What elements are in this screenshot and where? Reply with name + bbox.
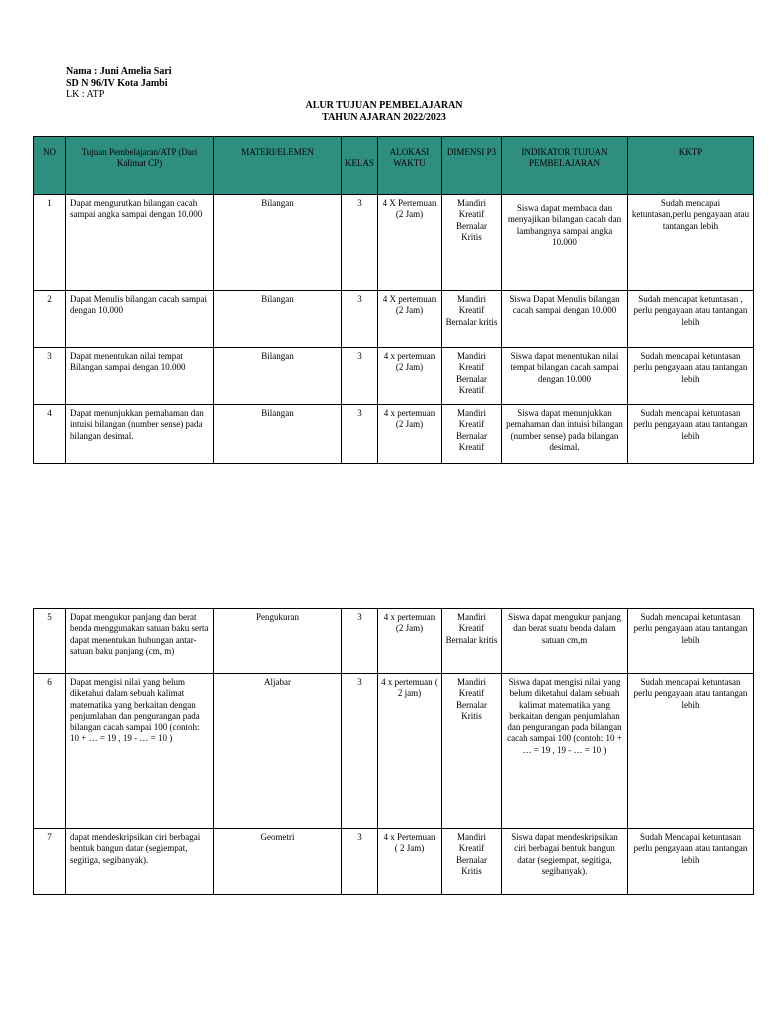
cell-materi: Aljabar bbox=[214, 674, 342, 829]
cell-tujuan: Dapat menentukan nilai tempat Bilangan sampai dengan 10.000 bbox=[66, 348, 214, 405]
student-name: Nama : Juni Amelia Sari bbox=[66, 66, 172, 77]
cell-materi: Bilangan bbox=[214, 291, 342, 348]
cell-indikator: Siswa dapat mengukur panjang dan berat suatu benda dalam satuan cm,m bbox=[502, 609, 628, 674]
cell-kktp: Sudah mencapai ketuntasan perlu pengayaan atau tantangan lebih bbox=[628, 348, 754, 405]
cell-alokasi: 4 x Pertemuan ( 2 Jam) bbox=[378, 829, 442, 895]
cell-no: 6 bbox=[34, 674, 66, 829]
cell-tujuan: Dapat mengukur panjang dan berat benda menggunakan satuan baku serta dapat menentukan hubungan antar-satuan baku panjang (cm, m) bbox=[66, 609, 214, 674]
cell-materi: Bilangan bbox=[214, 348, 342, 405]
title-line-1: ALUR TUJUAN PEMBELAJARAN bbox=[305, 100, 463, 111]
cell-kktp: Sudah Mencapai ketuntasan perlu pengayaan atau tantangan lebih bbox=[628, 829, 754, 895]
cell-tujuan: Dapat menunjukkan pemahaman dan intuisi bilangan (number sense) pada bilangan desimal. bbox=[66, 405, 214, 464]
cell-dimensi: Mandiri Kreatif Bernalar Kreatif bbox=[442, 405, 502, 464]
cell-indikator: Siswa dapat menunjukkan pemahaman dan intuisi bilangan (number sense) pada bilangan desimal. bbox=[502, 405, 628, 464]
cell-no: 2 bbox=[34, 291, 66, 348]
cell-kelas: 3 bbox=[342, 829, 378, 895]
cell-indikator: Siswa dapat mendeskripsikan ciri berbagai bentuk bangun datar (segiempat, segitiga, segibanyak). bbox=[502, 829, 628, 895]
cell-alokasi: 4 x pertemuan (2 Jam) bbox=[378, 609, 442, 674]
cell-kelas: 3 bbox=[342, 674, 378, 829]
cell-alokasi: 4 x pertemuan ( 2 jam) bbox=[378, 674, 442, 829]
table-row bbox=[34, 674, 754, 829]
cell-tujuan: Dapat mengurutkan bilangan cacah sampai angka sampai dengan 10.000 bbox=[66, 195, 214, 291]
cell-materi: Bilangan bbox=[214, 195, 342, 291]
table-row bbox=[34, 829, 754, 895]
cell-kktp: Sudah mencapat ketuntasan , perlu pengayaan atau tantangan lebih bbox=[628, 291, 754, 348]
cell-materi: Bilangan bbox=[214, 405, 342, 464]
cell-alokasi: 4 X Pertemuan (2 Jam) bbox=[378, 195, 442, 291]
header-dimensi: DIMENSI P3 bbox=[442, 137, 502, 195]
cell-kktp: Sudah mencapai ketuntasan,perlu pengayaan atau tantangan lebih bbox=[628, 195, 754, 291]
header-kktp: KKTP bbox=[628, 137, 754, 195]
cell-kelas: 3 bbox=[342, 195, 378, 291]
cell-dimensi: Mandiri Kreatif Bernalar Kritis bbox=[442, 674, 502, 829]
title-line-2: TAHUN AJARAN 2022/2023 bbox=[322, 111, 446, 123]
cell-dimensi: Mandiri Kreatif Bernalar Kritis bbox=[442, 195, 502, 291]
cell-indikator: Siswa Dapat Menulis bilangan cacah sampai dengan 10.000 bbox=[502, 291, 628, 348]
table-header-row bbox=[34, 137, 754, 195]
cell-kelas: 3 bbox=[342, 609, 378, 674]
worksheet-label: LK : ATP bbox=[66, 89, 105, 100]
cell-tujuan: dapat mendeskripsikan ciri berbagai bentuk bangun datar (segiempat, segitiga, segibanyak). bbox=[66, 829, 214, 895]
cell-no: 4 bbox=[34, 405, 66, 464]
student-info bbox=[66, 66, 172, 101]
cell-dimensi: Mandiri Kreatif Bernalar Kritis bbox=[442, 829, 502, 895]
cell-no: 1 bbox=[34, 195, 66, 291]
cell-dimensi: Mandiri Kreatif Bernalar Kreatif bbox=[442, 348, 502, 405]
cell-materi: Pengukuran bbox=[214, 609, 342, 674]
cell-no: 7 bbox=[34, 829, 66, 895]
cell-materi: Geometri bbox=[214, 829, 342, 895]
cell-kktp: Sudah mencapai ketuntasan perlu pengayaan atau tantangan lebih bbox=[628, 609, 754, 674]
cell-indikator: Siswa dapat membaca dan menyajikan bilangan cacah dan lambangnya sampai angka 10.000 bbox=[502, 195, 628, 291]
cell-alokasi: 4 X pertemuan (2 Jam) bbox=[378, 291, 442, 348]
header-kelas: KELAS bbox=[342, 137, 378, 195]
table-row bbox=[34, 609, 754, 674]
header-materi: MATERI/ELEMEN bbox=[214, 137, 342, 195]
cell-kelas: 3 bbox=[342, 405, 378, 464]
table-row bbox=[34, 195, 754, 291]
atp-table-page-1 bbox=[33, 136, 754, 464]
header-indikator: INDIKATOR TUJUAN PEMBELAJARAN bbox=[502, 137, 628, 195]
cell-alokasi: 4 x pertemuan (2 Jam) bbox=[378, 348, 442, 405]
cell-dimensi: Mandiri Kreatif Bernalar kritis bbox=[442, 291, 502, 348]
header-tujuan: Tujuan Pembelajaran/ATP (Dari Kalimat CP) bbox=[66, 137, 214, 195]
cell-tujuan: Dapat mengisi nilai yang belum diketahui dalam sebuah kalimat matematika yang berkaitan dengan penjumlahan dan pengurangan pada bilangan cacah sampai 100 (contoh: 10 + … = 19 , 19 - … = 10 ) bbox=[66, 674, 214, 829]
school-name: SD N 96/IV Kota Jambi bbox=[66, 77, 168, 89]
table-row bbox=[34, 405, 754, 464]
cell-alokasi: 4 x pertemuan (2 Jam) bbox=[378, 405, 442, 464]
cell-kktp: Sudah mencapai ketuntasan perlu pengayaan atau tantangan lebih bbox=[628, 405, 754, 464]
header-alokasi: ALOKASI WAKTU bbox=[378, 137, 442, 195]
table-row bbox=[34, 291, 754, 348]
cell-dimensi: Mandiri Kreatif Bernalar kritis bbox=[442, 609, 502, 674]
table-row bbox=[34, 348, 754, 405]
atp-table-page-2 bbox=[33, 608, 754, 895]
cell-tujuan: Dapat Menulis bilangan cacah sampai dengan 10.000 bbox=[66, 291, 214, 348]
cell-no: 5 bbox=[34, 609, 66, 674]
cell-kelas: 3 bbox=[342, 291, 378, 348]
header-no: NO bbox=[34, 137, 66, 195]
document-title bbox=[0, 100, 768, 123]
cell-indikator: Siswa dapat mengisi nilai yang belum diketahui dalam sebuah kalimat matematika yang berkaitan dengan penjumlahan dan pengurangan pada bilangan cacah sampai 100 (contoh: 10 + … = 19 , 19 - … = 10 ) bbox=[502, 674, 628, 829]
cell-kktp: Sudah mencapai ketuntasan perlu pengayaan atau tantangan lebih bbox=[628, 674, 754, 829]
cell-no: 3 bbox=[34, 348, 66, 405]
cell-indikator: Siswa dapat menentukan nilai tempat bilangan cacah sampai dengan 10.000 bbox=[502, 348, 628, 405]
cell-kelas: 3 bbox=[342, 348, 378, 405]
